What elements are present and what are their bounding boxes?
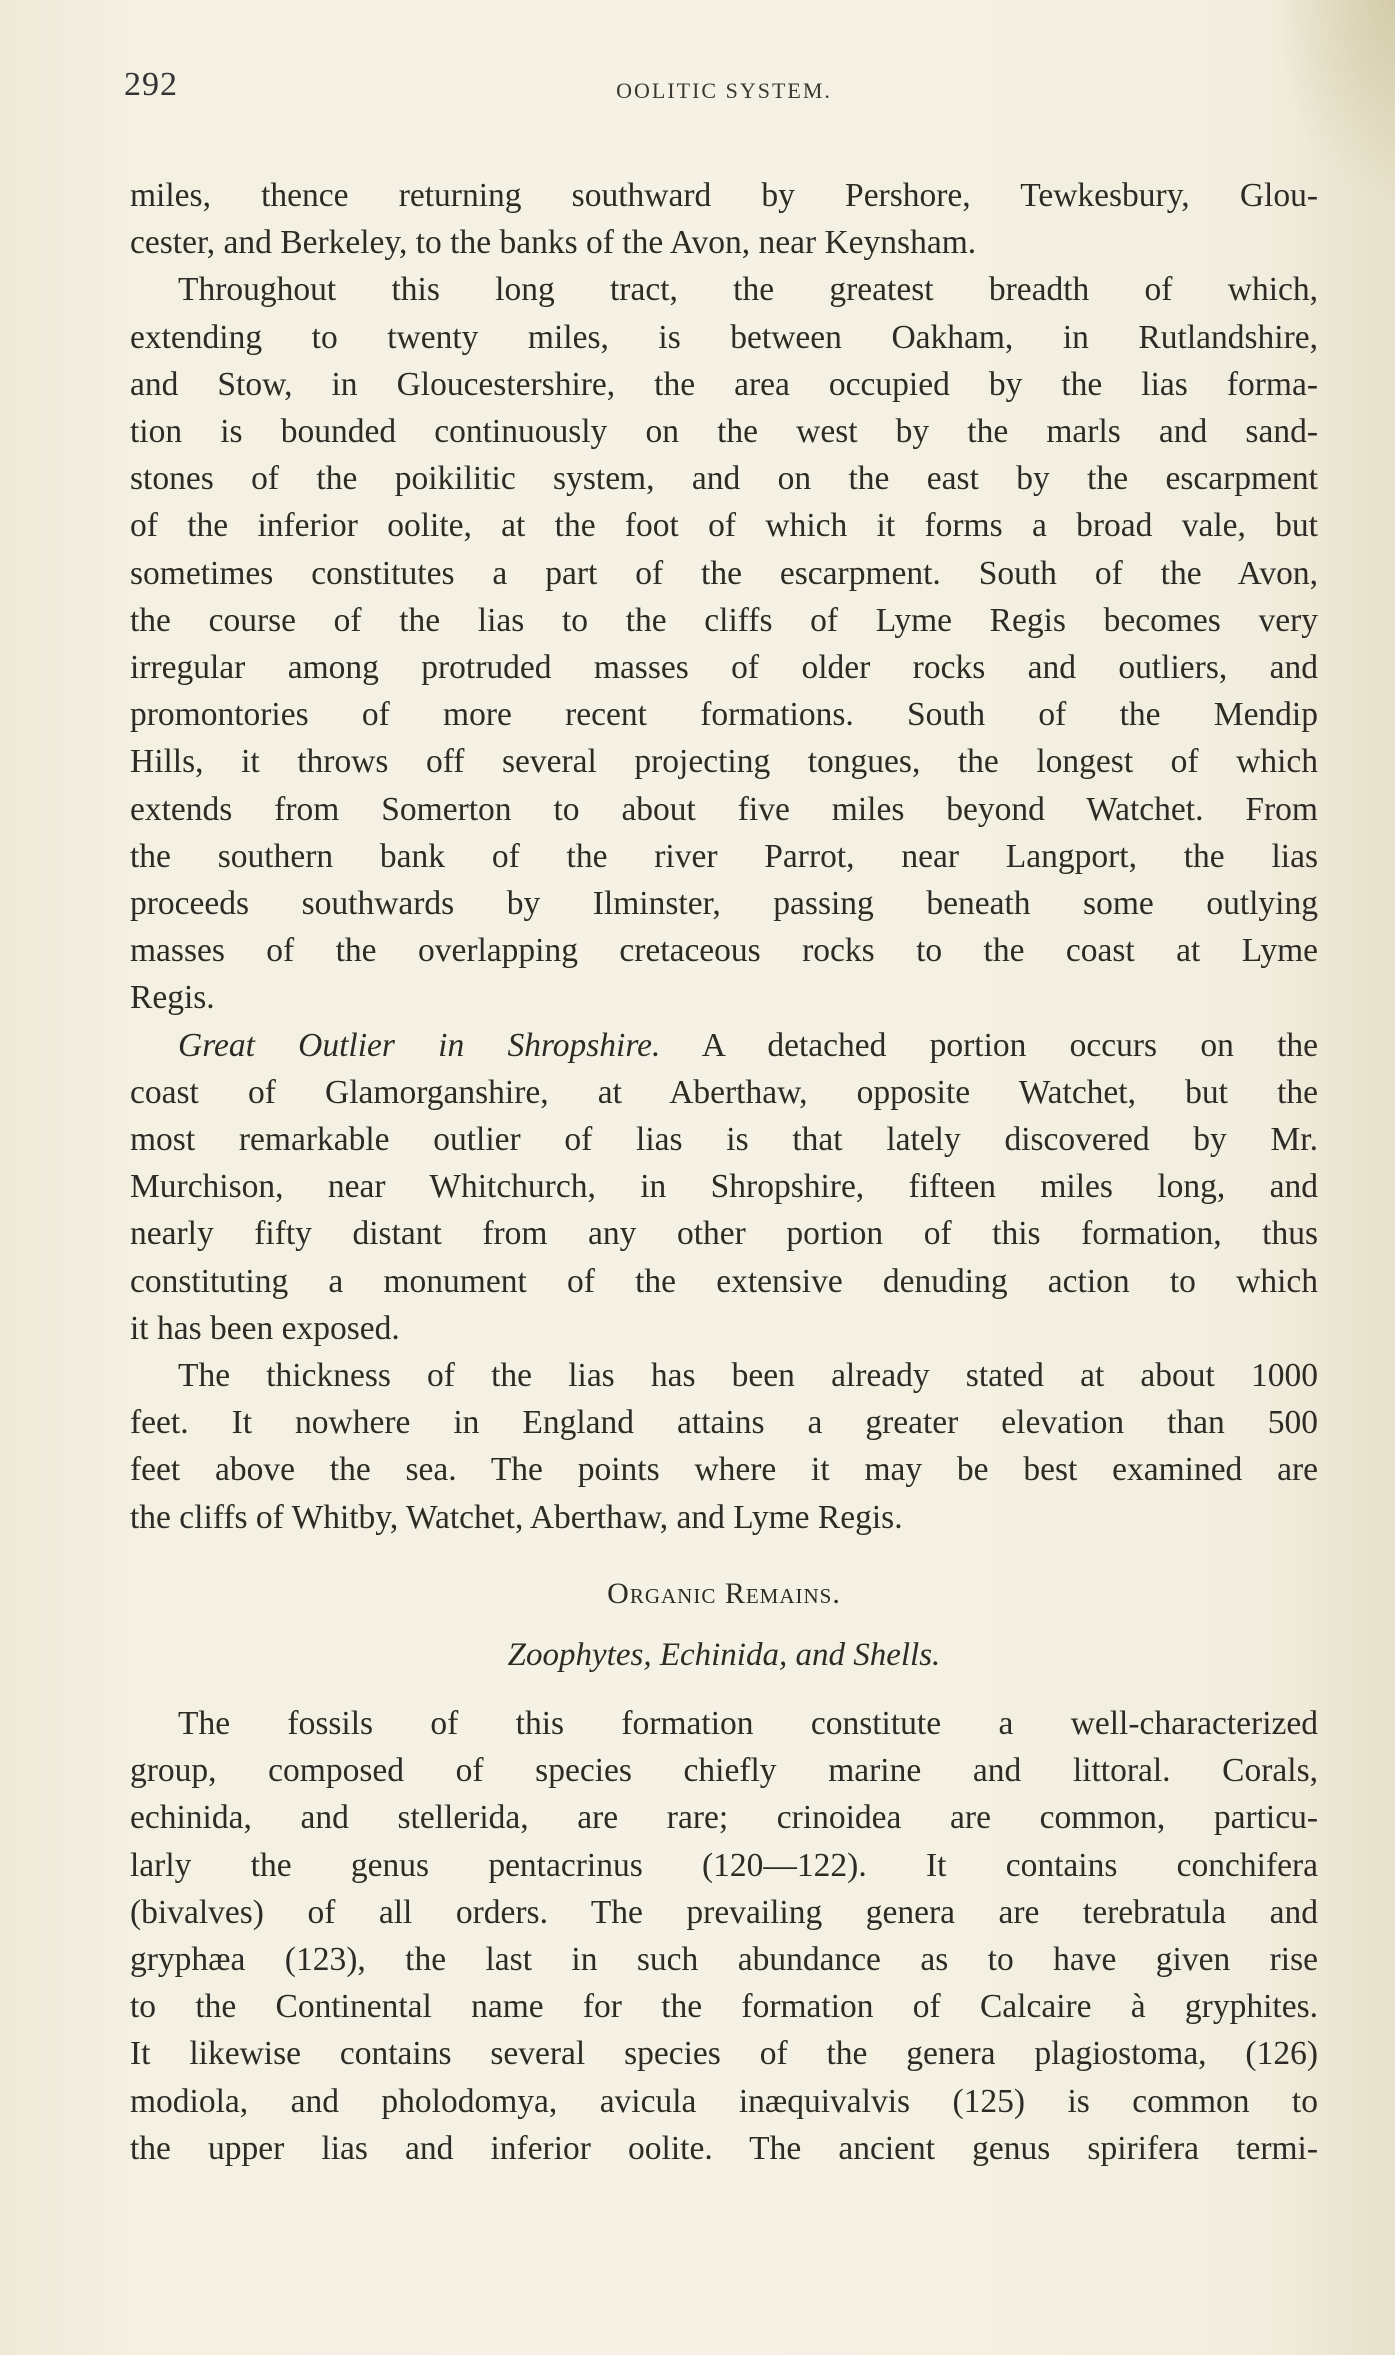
text-line: constituting a monument of the extensive denuding action to which <box>130 1262 1318 1300</box>
body-text <box>130 172 1318 2172</box>
text-line: the upper lias and inferior oolite. The ancient genus spirifera termi- <box>130 2129 1318 2167</box>
book-page <box>124 66 1318 2172</box>
text-line: feet. It nowhere in England attains a greater elevation than 500 <box>130 1404 1318 1442</box>
text-line: tion is bounded continuously on the west by the marls and sand- <box>130 413 1318 451</box>
text-line: sometimes constitutes a part of the escarpment. South of the Avon, <box>130 554 1318 592</box>
text-line <box>130 1022 1318 1069</box>
text-line: modiola, and pholodomya, avicula inæquivalvis (125) is common to <box>130 2082 1318 2120</box>
paragraph-4 <box>130 1352 1318 1541</box>
text-line: echinida, and stellerida, are rare; crinoidea are common, particu- <box>130 1799 1318 1837</box>
text-line: most remarkable outlier of lias is that lately discovered by Mr. <box>130 1121 1318 1159</box>
text-line: Regis. <box>130 979 215 1017</box>
page-number: 292 <box>124 66 178 103</box>
text-line: coast of Glamorganshire, at Aberthaw, opposite Watchet, but the <box>130 1073 1318 1111</box>
text-line: cester, and Berkeley, to the banks of the Avon, near Keynsham. <box>130 224 977 262</box>
text-line: (bivalves) of all orders. The prevailing genera are terebratula and <box>130 1893 1318 1931</box>
text-line: the course of the lias to the cliffs of Lyme Regis becomes very <box>130 601 1318 639</box>
paragraph-2 <box>130 266 1318 1021</box>
paragraph-1 <box>130 172 1318 266</box>
italic-lead: Great Outlier in Shropshire. <box>178 1026 661 1064</box>
paragraph-3 <box>130 1022 1318 1352</box>
text-line: irregular among protruded masses of older rocks and outliers, and <box>130 649 1318 687</box>
text-line: proceeds southwards by Ilminster, passing beneath some outlying <box>130 885 1318 923</box>
running-head <box>124 66 1318 122</box>
text-line: Hills, it throws off several projecting tongues, the longest of which <box>130 743 1318 781</box>
text-line: and Stow, in Gloucestershire, the area occupied by the lias forma- <box>130 365 1318 403</box>
text-line: the southern bank of the river Parrot, near Langport, the lias <box>130 837 1318 875</box>
text-line: promontories of more recent formations. South of the Mendip <box>130 696 1318 734</box>
text-line: miles, thence returning southward by Pershore, Tewkesbury, Glou- <box>130 177 1318 214</box>
section-subheading: Zoophytes, Echinida, and Shells. <box>507 1636 941 1673</box>
paragraph-5 <box>130 1700 1318 2172</box>
text-line: masses of the overlapping cretaceous rocks to the coast at Lyme <box>130 932 1318 970</box>
text-line: Murchison, near Whitchurch, in Shropshire, fifteen miles long, and <box>130 1168 1318 1206</box>
text-line: The thickness of the lias has been already stated at about 1000 <box>178 1357 1318 1395</box>
running-title: OOLITIC SYSTEM. <box>616 78 832 103</box>
text-line: stones of the poikilitic system, and on the east by the escarpment <box>130 460 1318 498</box>
text-line: larly the genus pentacrinus (120—122). It contains conchifera <box>130 1846 1318 1884</box>
text-line: of the inferior oolite, at the foot of which it forms a broad vale, but <box>130 507 1318 545</box>
text-line: It likewise contains several species of the genera plagiostoma, (126) <box>130 2035 1318 2073</box>
text-line: extending to twenty miles, is between Oakham, in Rutlandshire, <box>130 318 1318 356</box>
text-line: to the Continental name for the formation of Calcaire à gryphites. <box>130 1988 1318 2026</box>
text-line: gryphæa (123), the last in such abundance as to have given rise <box>130 1940 1318 1978</box>
section-heading: Organic Remains. <box>607 1576 841 1610</box>
text-line: extends from Somerton to about five miles beyond Watchet. From <box>130 790 1318 828</box>
text-line: group, composed of species chiefly marine and littoral. Corals, <box>130 1752 1318 1790</box>
text-line: it has been exposed. <box>130 1309 400 1347</box>
text-line: nearly fifty distant from any other portion of this formation, thus <box>130 1215 1318 1253</box>
text-line: The fossils of this formation constitute a well-characterized <box>178 1704 1318 1742</box>
text-line: Throughout this long tract, the greatest breadth of which, <box>178 271 1318 309</box>
text-line-rest: A detached portion occurs on the <box>660 1026 1318 1064</box>
text-line: the cliffs of Whitby, Watchet, Aberthaw, and Lyme Regis. <box>130 1498 903 1536</box>
text-line: feet above the sea. The points where it may be best examined are <box>130 1451 1318 1489</box>
